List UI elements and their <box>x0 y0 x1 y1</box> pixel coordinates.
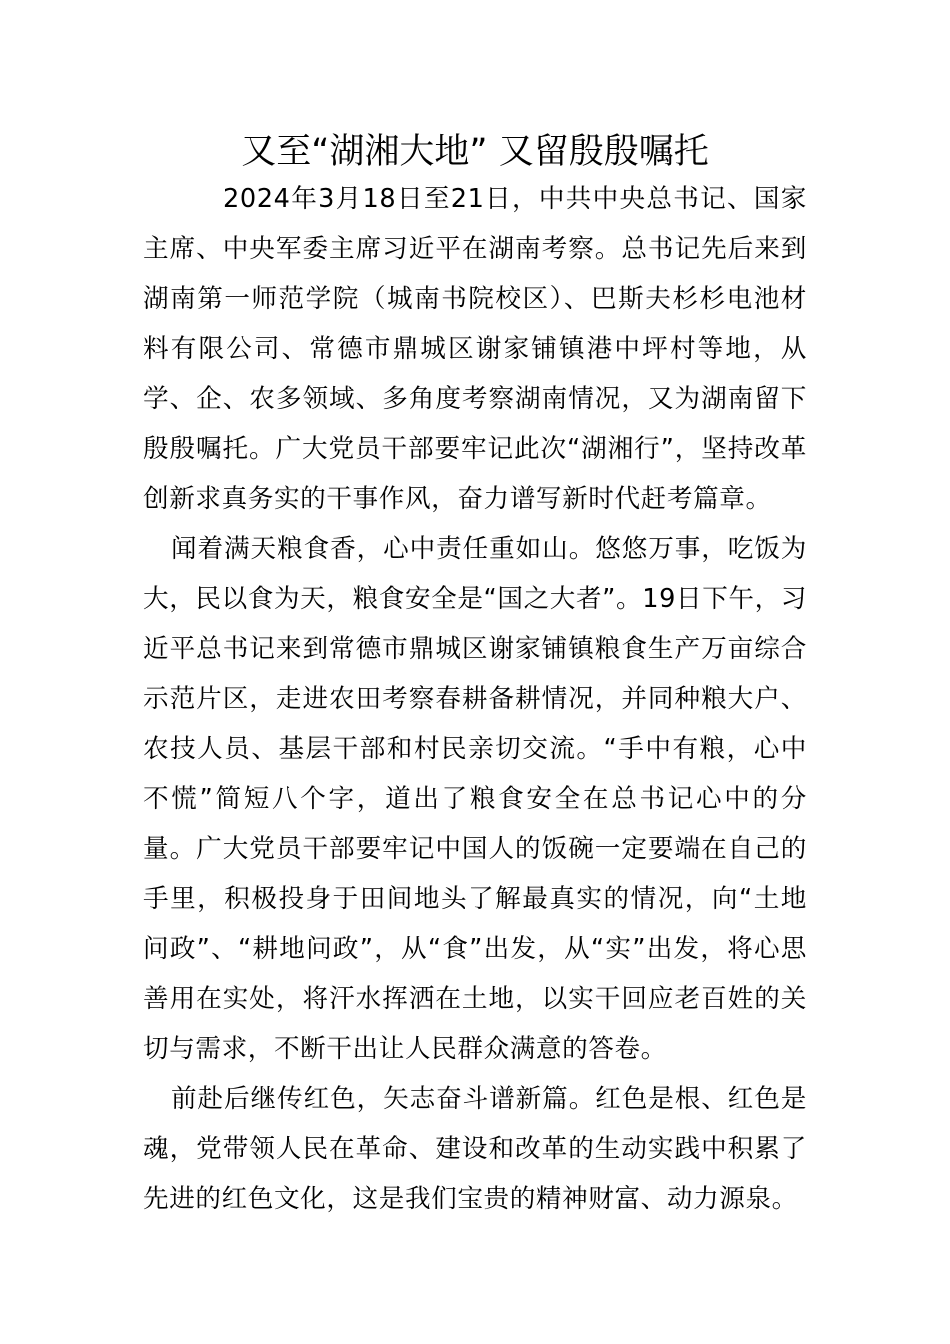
paragraph-3: 前赴后继传红色，矢志奋斗谱新篇。红色是根、红色是魂，党带领人民在革命、建设和改革的生动实践中积累了先进的红色文化，这是我们宝贵的精神财富、动力源泉。 <box>143 1084 807 1214</box>
paragraph-1: 2024年3月18日至21日，中共中央总书记、国家主席、中央军委主席习近平在湖南考察。总书记先后来到湖南第一师范学院（城南书院校区）、巴斯夫杉杉电池材料有限公司、常德市鼎城区谢家铺镇港中坪村等地，从学、企、农多领域、多角度考察湖南情况，又为湖南留下殷殷嘱托。广大党员干部要牢记此次“湖湘行”，坚持改革创新求真务实的干事作风，奋力谱写新时代赶考篇章。 <box>143 184 807 514</box>
document-body <box>143 174 807 1224</box>
paragraph-2: 闻着满天粮食香，心中责任重如山。悠悠万事，吃饭为大，民以食为天，粮食安全是“国之大者”。19日下午，习近平总书记来到常德市鼎城区谢家铺镇粮食生产万亩综合示范片区，走进农田考察春耕备耕情况，并同种粮大户、农技人员、基层干部和村民亲切交流。“手中有粮，心中不慌”简短八个字，道出了粮食安全在总书记心中的分量。广大党员干部要牢记中国人的饭碗一定要端在自己的手里，积极投身于田间地头了解最真实的情况，向“土地问政”、“耕地问政”，从“食”出发，从“实”出发，将心思善用在实处，将汗水挥洒在土地，以实干回应老百姓的关切与需求，不断干出让人民群众满意的答卷。 <box>143 534 807 1064</box>
document-title: 又至“湖湘大地” 又留殷殷嘱托 <box>241 132 709 172</box>
